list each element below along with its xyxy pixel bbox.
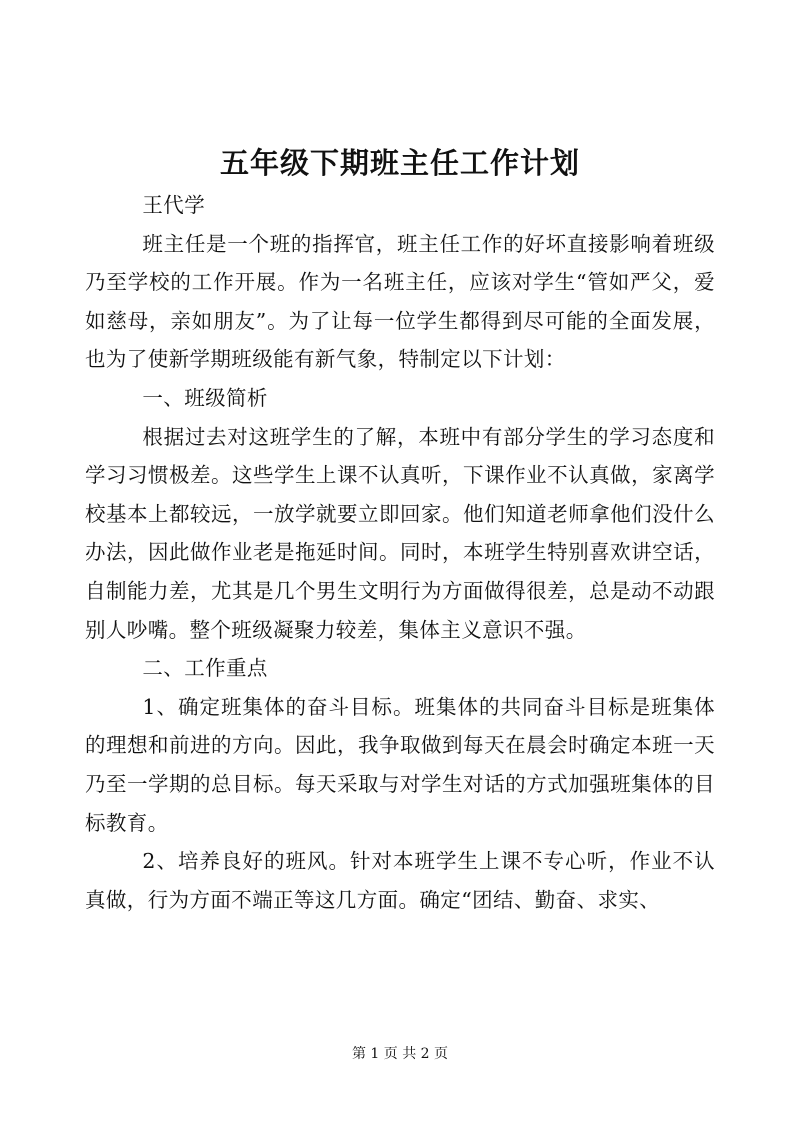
section-heading-class-analysis: 一、班级简析	[142, 385, 268, 410]
work-focus-item-2: 2、培养良好的班风。针对本班学生上课不专心听，作业不认真做，行为方面不端正等这几方面。确定“团结、勤奋、求实、	[85, 849, 715, 912]
class-analysis-paragraph: 根据过去对这班学生的了解，本班中有部分学生的学习态度和学习习惯极差。这些学生上课不认真听，下课作业不认真做，家离学校基本上都较远，一放学就要立即回家。他们知道老师拿他们没什么办法，因此做作业老是拖延时间。同时，本班学生特别喜欢讲空话，自制能力差，尤其是几个男生文明行为方面做得很差，总是动不动跟别人吵嘴。整个班级凝聚力较差，集体主义意识不强。	[85, 424, 715, 642]
document-title: 五年级下期班主任工作计划	[219, 146, 580, 180]
author-line: 王代学	[142, 193, 206, 217]
work-focus-item-1: 1、确定班集体的奋斗目标。班集体的共同奋斗目标是班集体的理想和前进的方向。因此，我争取做到每天在晨会时确定本班一天乃至一学期的总目标。每天采取与对学生对话的方式加强班集体的目标教育。	[85, 694, 715, 835]
intro-paragraph: 班主任是一个班的指挥官，班主任工作的好坏直接影响着班级乃至学校的工作开展。作为一名班主任，应该对学生“管如严父，爱如慈母，亲如朋友”。为了让每一位学生都得到尽可能的全面发展，也为了使新学期班级能有新气象，特制定以下计划：	[85, 231, 715, 372]
section-heading-work-focus: 二、工作重点	[142, 656, 268, 681]
page-footer: 第 1 页 共 2 页	[351, 1046, 449, 1062]
document-body	[85, 186, 715, 919]
